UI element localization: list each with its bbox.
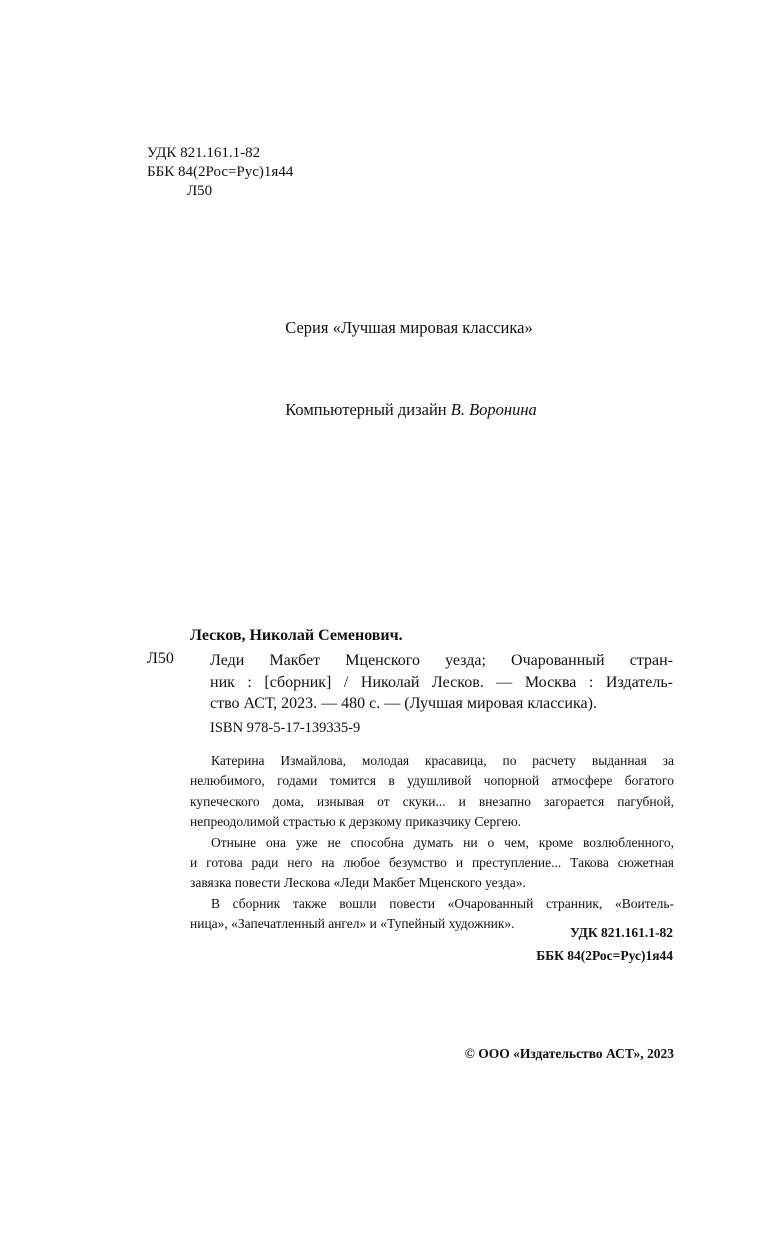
copyright-notice: © ООО «Издательство АСТ», 2023 xyxy=(464,1046,674,1061)
classification-bottom xyxy=(536,921,673,967)
bbk-code: ББК 84(2Рос=Рус)1я44 xyxy=(147,164,294,180)
classification-top xyxy=(147,144,293,201)
designer-name: В. Воронина xyxy=(450,400,537,419)
bbk-code-bottom: ББК 84(2Рос=Рус)1я44 xyxy=(536,948,673,963)
bib-author-mark: Л50 xyxy=(147,650,174,667)
bibliographic-description xyxy=(210,650,673,715)
bib-line: ство АСТ, 2023. — 480 с. — (Лучшая мировая классика). xyxy=(210,695,597,712)
annotation xyxy=(190,751,674,935)
design-credit-prefix: Компьютерный дизайн xyxy=(285,400,447,419)
bib-line: Леди Макбет Мценского уезда; Очарованный стран- xyxy=(210,652,673,669)
annotation-line: В сборник также вошли повести «Очарованный странник, «Воитель- xyxy=(211,895,674,911)
annotation-line: ница», «Запечатленный ангел» и «Тупейный художник». xyxy=(190,916,515,932)
isbn: ISBN 978-5-17-139335-9 xyxy=(210,720,361,736)
udk-code-bottom: УДК 821.161.1-82 xyxy=(570,925,673,940)
annotation-line: и готова ради него на любое безумство и преступление... Такова сюжетная xyxy=(190,854,674,870)
author-mark: Л50 xyxy=(187,183,213,199)
author-heading: Лесков, Николай Семенович. xyxy=(190,627,403,644)
annotation-line: завязка повести Лескова «Леди Макбет Мценского уезда». xyxy=(190,875,526,891)
annotation-line: купеческого дома, изнывая от скуки... и внезапно загорается пагубной, xyxy=(190,793,674,809)
annotation-line: Катерина Измайлова, молодая красавица, по расчету выданная за xyxy=(211,753,674,768)
design-credit xyxy=(0,400,768,420)
annotation-line: нелюбимого, годами томится в удушливой чопорной атмосфере богатого xyxy=(190,773,674,789)
bib-line: ник : [сборник] / Николай Лесков. — Москва : Издатель- xyxy=(210,673,673,691)
series-title: Серия «Лучшая мировая классика» xyxy=(285,318,533,337)
annotation-line: непреодолимой страстью к дерзкому приказчику Сергею. xyxy=(190,814,522,830)
udk-code: УДК 821.161.1-82 xyxy=(147,145,261,161)
annotation-line: Отныне она уже не способна думать ни о чем, кроме возлюбленного, xyxy=(211,834,674,850)
